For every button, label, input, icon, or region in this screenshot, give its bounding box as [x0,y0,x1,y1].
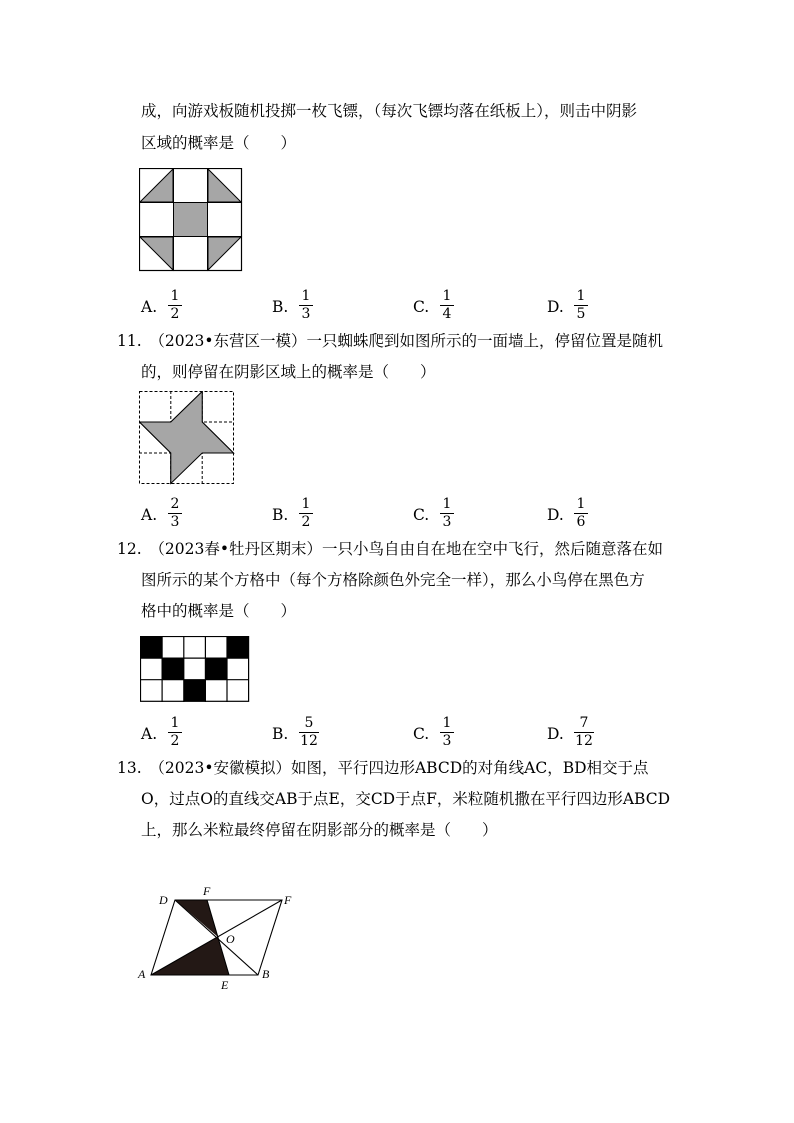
q12-line1: 12. （2023春•牡丹区期末）一只小鸟自由自在地在空中飞行，然后随意落在如 [117,540,663,558]
q13-figure [135,882,300,994]
q13-label-b: B [262,967,270,981]
q13-label-f-top: F [203,884,211,898]
q13-label-f-right: F [284,893,292,907]
q10-line1: 成，向游戏板随机投掷一枚飞镖，（每次飞镖均落在纸板上），则击中阴影 [141,102,638,120]
q13-label-d: D [159,893,168,907]
q10-shaded-center [174,203,208,237]
q13-line3: 上，那么米粒最终停留在阴影部分的概率是（ ） [141,821,498,839]
q13-label-e: E [221,978,229,992]
q11-line1: 11. （2023•东营区一模）一只蜘蛛爬到如图所示的一面墙上，停留位置是随机 [117,332,663,350]
q11-line2: 的，则停留在阴影区域上的概率是（ ） [141,363,436,381]
q11-figure [139,391,235,485]
q13-line2: O，过点O的直线交AB于点E，交CD于点F，米粒随机撒在平行四边形ABCD [141,790,671,808]
q12-line3: 格中的概率是（ ） [141,602,297,620]
q12-figure [140,636,251,702]
q10-line2: 区域的概率是（ ） [141,134,297,152]
q13-shaded-bottom [151,937,229,975]
q12-line2: 图所示的某个方格中（每个方格除颜色外完全一样），那么小鸟停在黑色方 [141,571,645,589]
q13-label-a: A [138,967,146,981]
q13-line1: 13. （2023•安徽模拟）如图，平行四边形ABCD的对角线AC，BD相交于点 [117,759,649,777]
q13-label-o: O [226,932,235,946]
q10-figure [139,168,243,272]
